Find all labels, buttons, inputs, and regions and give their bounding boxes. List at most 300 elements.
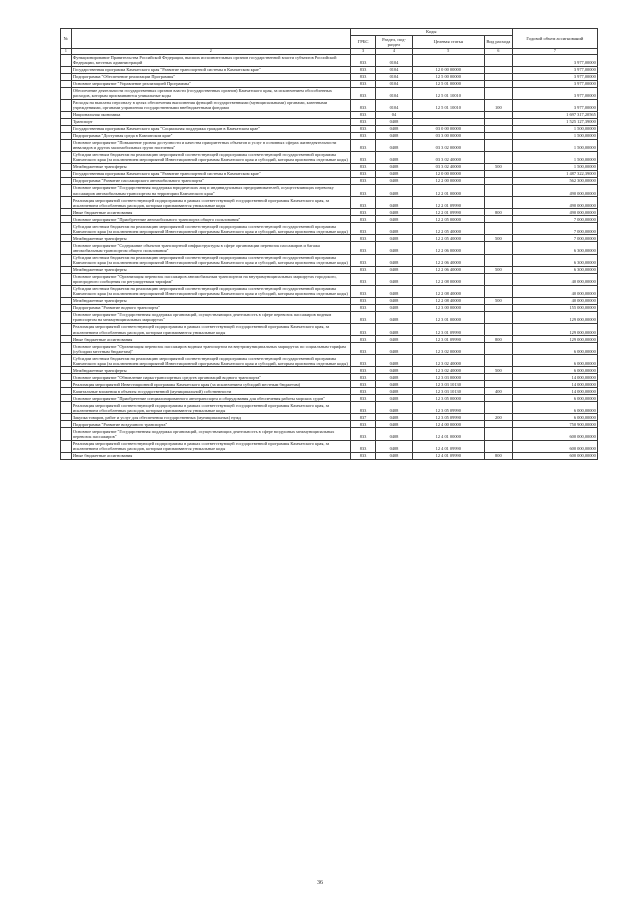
row-sum: 600 000,00000 [512,440,597,452]
row-grbs: 833 [350,151,376,163]
table-row [61,414,598,421]
row-cs: 12 5 01 10010 [412,87,484,99]
row-sum: 14 000,00000 [512,381,597,388]
row-cs: 12 0 00 00000 [412,66,484,73]
row-cs [412,54,484,66]
row-cs: 12 3 05 00000 [412,395,484,402]
row-razd: 0408 [376,139,412,151]
row-no [61,336,72,343]
index-cell: 4 [376,48,412,54]
row-sum: 6 300,00000 [512,254,597,266]
row-sum: 40 000,00000 [512,273,597,285]
table-row [61,111,598,118]
row-razd: 0408 [376,381,412,388]
row-name: Функционирование Правительства Российской Федерации, высших исполнительных органов государственной власти субъектов Российской Федерации, местных администраций [71,54,350,66]
header-vr: Вид расхода [485,36,513,49]
table-row [61,73,598,80]
row-vr [485,343,513,355]
row-name: Основное мероприятие "Организация перевозок пассажиров автомобильным транспортом на внутримуниципальных маршрутах городского, пригородного сообщения по регулируемым тарифам" [71,273,350,285]
table-row [61,54,598,66]
table-row [61,266,598,273]
row-grbs: 833 [350,285,376,297]
row-cs: 12 3 05 09990 [412,414,484,421]
row-name: Закупка товаров, работ и услуг для обеспечения государственных (муниципальных) нужд [71,414,350,421]
row-cs: 12 2 00 00000 [412,178,484,185]
row-vr [485,381,513,388]
row-name: Основное мероприятие "Содержание объектов транспортной инфраструктуры в сфере организации перевозок пассажиров и багажа автомобильным транспортом общего пользования" [71,242,350,254]
table-row [61,242,598,254]
row-cs: 12 2 01 09990 [412,209,484,216]
row-sum: 6 000,00000 [512,367,597,374]
row-no [61,54,72,66]
row-grbs: 833 [350,452,376,459]
row-razd: 0408 [376,452,412,459]
row-grbs: 833 [350,428,376,440]
row-name: Транспорт [71,118,350,125]
row-cs: 12 2 05 40000 [412,235,484,242]
row-razd: 04 [376,111,412,118]
row-razd: 0408 [376,285,412,297]
row-no [61,209,72,216]
row-razd: 0408 [376,336,412,343]
table-row [61,223,598,235]
row-no [61,414,72,421]
row-no [61,99,72,111]
row-razd: 0408 [376,395,412,402]
row-razd: 0408 [376,388,412,395]
row-cs: 12 5 01 10010 [412,99,484,111]
row-no [61,452,72,459]
row-no [61,216,72,223]
row-cs: 12 4 01 09990 [412,440,484,452]
row-razd: 0408 [376,311,412,323]
row-vr [485,324,513,336]
row-vr [485,311,513,323]
row-grbs: 833 [350,209,376,216]
row-name: Подпрограмма "Доступная среда в Камчатском крае" [71,132,350,139]
row-razd: 0408 [376,216,412,223]
row-vr: 800 [485,209,513,216]
row-razd: 0408 [376,118,412,125]
index-cell: 1 [61,48,72,54]
row-vr [485,223,513,235]
table-row [61,388,598,395]
table-row [61,216,598,223]
header-cs: Целевая статья [412,36,484,49]
row-cs: 12 3 01 09990 [412,324,484,336]
row-razd: 0408 [376,297,412,304]
row-grbs: 833 [350,242,376,254]
row-name: Основное мероприятие "Обновление парка транспортных средств организаций водного транспорта" [71,374,350,381]
index-cell: 2 [71,48,350,54]
row-cs: 03 3 00 00000 [412,132,484,139]
row-no [61,164,72,171]
row-vr [485,111,513,118]
row-vr [485,374,513,381]
row-cs: 03 0 00 00000 [412,125,484,132]
row-grbs: 833 [350,336,376,343]
row-no [61,254,72,266]
row-cs: 12 2 05 00000 [412,216,484,223]
table-row [61,151,598,163]
row-name: Межбюджетные трансферты [71,235,350,242]
row-razd: 0408 [376,374,412,381]
row-name: Межбюджетные трансферты [71,367,350,374]
table-row [61,254,598,266]
table-row [61,452,598,459]
row-name: Реализация мероприятий соответствующей подпрограммы в рамках соответствующей государственной программы Камчатского края, за исключением обособленных расходов, которым присваиваются уникальные коды [71,440,350,452]
row-sum: 562 300,00000 [512,178,597,185]
row-no [61,178,72,185]
table-row [61,209,598,216]
table-row [61,273,598,285]
row-vr: 100 [485,99,513,111]
row-vr [485,216,513,223]
row-grbs: 833 [350,197,376,209]
row-vr [485,197,513,209]
row-name: Подпрограмма "Развитие водного транспорта" [71,304,350,311]
row-cs: 12 4 01 09990 [412,452,484,459]
row-cs: 12 3 02 40000 [412,367,484,374]
row-name: Межбюджетные трансферты [71,297,350,304]
row-grbs: 833 [350,402,376,414]
row-cs: 12 3 02 00000 [412,343,484,355]
table-row [61,343,598,355]
row-name: Основное мероприятие "Повышение уровня доступности и качества приоритетных объектов и услуг в основных сферах жизнедеятельности инвалидов и других маломобильных групп населения" [71,139,350,151]
header-no: № [61,29,72,49]
row-sum: 7 000,00000 [512,223,597,235]
row-cs: 12 3 00 00000 [412,304,484,311]
row-vr [485,66,513,73]
index-cell: 7 [512,48,597,54]
row-grbs: 833 [350,164,376,171]
row-sum: 490 000,00000 [512,209,597,216]
row-sum: 750 900,00000 [512,421,597,428]
row-name: Межбюджетные трансферты [71,266,350,273]
row-grbs: 833 [350,388,376,395]
row-no [61,132,72,139]
row-name: Субсидии местным бюджетам на реализацию мероприятий соответствующей подпрограммы соответствующей государственной программы Камчатского края (за исключением мероприятий Инвестиционной программы Камчатского края и субсидий, которым присвоены отдельные коды) [71,223,350,235]
row-cs: 12 3 01 09990 [412,336,484,343]
row-razd: 0408 [376,343,412,355]
row-sum: 6 000,00000 [512,414,597,421]
row-grbs: 833 [350,178,376,185]
table-row [61,285,598,297]
row-razd: 0408 [376,428,412,440]
row-no [61,151,72,163]
table-row [61,118,598,125]
row-name: Реализация мероприятий соответствующей подпрограммы в рамках соответствующей государственной программы Камчатского края, за исключением обособленных расходов, которым присваиваются уникальные коды [71,402,350,414]
row-name: Иные бюджетные ассигнования [71,209,350,216]
row-razd: 0408 [376,254,412,266]
row-cs: 12 4 01 00000 [412,428,484,440]
table-row [61,395,598,402]
budget-table [60,28,598,460]
row-grbs: 833 [350,355,376,367]
row-grbs: 833 [350,273,376,285]
row-name: Субсидии местным бюджетам на реализацию мероприятий соответствующей подпрограммы соответствующей государственной программы Камчатского края (за исключением мероприятий Инвестиционной программы Камчатского края и субсидий, которым присвоены отдельные коды) [71,254,350,266]
row-sum: 3 977,00000 [512,54,597,66]
row-vr [485,273,513,285]
row-razd: 0408 [376,178,412,185]
table-row [61,178,598,185]
row-name: Реализация мероприятий соответствующей подпрограммы в рамках соответствующей государственной программы Камчатского края, за исключением обособленных расходов, которым присваиваются уникальные коды [71,197,350,209]
row-sum: 3 977,00000 [512,87,597,99]
row-cs: 12 2 08 00000 [412,273,484,285]
row-name: Реализация мероприятий соответствующей подпрограммы в рамках соответствующей государственной программы Камчатского края, за исключением обособленных расходов, которым присваиваются уникальные коды [71,324,350,336]
row-grbs: 833 [350,99,376,111]
row-grbs: 833 [350,254,376,266]
row-razd: 0104 [376,87,412,99]
row-cs: 12 4 00 00000 [412,421,484,428]
row-vr: 500 [485,297,513,304]
row-no [61,324,72,336]
table-row [61,99,598,111]
row-sum: 1 525 127,39000 [512,118,597,125]
row-name: Расходы на выплаты персоналу в целях обеспечения выполнения функций государственными (муниципальными) органами, казенными учреждениями, органами управления государственными внебюджетными фондами [71,99,350,111]
table-row [61,197,598,209]
row-grbs: 833 [350,440,376,452]
row-no [61,118,72,125]
row-grbs: 833 [350,139,376,151]
row-grbs: 833 [350,343,376,355]
page-number: 36 [317,880,323,886]
table-row [61,235,598,242]
row-name: Субсидии местным бюджетам на реализацию мероприятий соответствующей подпрограммы соответствующей государственной программы Камчатского края (за исключением мероприятий Инвестиционной программы Камчатского края и субсидий, которым присвоены отдельные коды) [71,355,350,367]
row-sum: 1 500,00000 [512,132,597,139]
table-body [61,54,598,459]
row-name: Подпрограмма "Развитие пассажирского автомобильного транспорта" [71,178,350,185]
row-sum: 129 000,00000 [512,324,597,336]
row-razd: 0104 [376,80,412,87]
row-vr [485,395,513,402]
row-grbs: 833 [350,235,376,242]
row-grbs: 833 [350,223,376,235]
row-cs: 12 5 00 00000 [412,73,484,80]
row-no [61,311,72,323]
table-row [61,184,598,196]
row-cs: 12 3 03 10130 [412,381,484,388]
row-no [61,374,72,381]
row-razd: 0408 [376,440,412,452]
row-no [61,73,72,80]
row-no [61,111,72,118]
row-grbs: 833 [350,216,376,223]
row-vr [485,440,513,452]
table-row [61,367,598,374]
row-sum: 1 500,00000 [512,125,597,132]
row-name: Подпрограмма "Развитие воздушного транспорта" [71,421,350,428]
row-grbs: 833 [350,66,376,73]
row-cs: 12 2 01 09990 [412,197,484,209]
row-razd: 0104 [376,54,412,66]
row-sum: 490 000,00000 [512,184,597,196]
table-row [61,139,598,151]
row-razd: 0408 [376,304,412,311]
row-razd: 0408 [376,164,412,171]
row-cs: 03 3 02 40000 [412,151,484,163]
row-no [61,421,72,428]
row-razd: 0408 [376,421,412,428]
row-grbs: 833 [350,184,376,196]
row-vr [485,402,513,414]
row-name: Основное мероприятие "Государственная поддержка организаций, осуществляющих деятельность в сфере перевозок пассажиров водным транспортом на межмуниципальных маршрутах" [71,311,350,323]
table-header-row [61,29,598,36]
index-cell: 3 [350,48,376,54]
row-no [61,139,72,151]
row-grbs: 833 [350,266,376,273]
row-vr [485,254,513,266]
row-sum: 6 000,00000 [512,402,597,414]
row-cs: 12 3 01 00000 [412,311,484,323]
row-cs: 03 3 02 40000 [412,164,484,171]
row-vr [485,421,513,428]
row-grbs: 833 [350,381,376,388]
row-no [61,297,72,304]
row-sum: 1 500,00000 [512,139,597,151]
index-cell: 6 [485,48,513,54]
row-vr [485,54,513,66]
row-cs: 12 2 06 40000 [412,266,484,273]
row-razd: 0408 [376,223,412,235]
row-vr [485,178,513,185]
row-vr: 500 [485,235,513,242]
row-sum: 600 000,00000 [512,428,597,440]
row-vr: 500 [485,164,513,171]
row-vr: 400 [485,388,513,395]
row-name: Межбюджетные трансферты [71,164,350,171]
row-no [61,266,72,273]
row-no [61,343,72,355]
row-name: Основное мероприятие "Управление реализацией Программы" [71,80,350,87]
row-no [61,125,72,132]
row-name: Национальная экономика [71,111,350,118]
row-grbs: 833 [350,87,376,99]
row-sum: 600 000,00000 [512,452,597,459]
row-sum: 6 000,00000 [512,343,597,355]
header-name [71,29,350,49]
table-row [61,324,598,336]
row-no [61,66,72,73]
row-vr [485,118,513,125]
row-sum: 6 300,00000 [512,242,597,254]
table-row [61,421,598,428]
row-razd: 0408 [376,235,412,242]
row-name: Реализация мероприятий Инвестиционной программы Камчатского края (за исключением субсидий местным бюджетам) [71,381,350,388]
row-razd: 0408 [376,132,412,139]
row-grbs: 833 [350,111,376,118]
row-sum: 7 000,00000 [512,216,597,223]
table-row [61,132,598,139]
table-row [61,304,598,311]
table-row [61,171,598,178]
table-row [61,80,598,87]
row-razd: 0408 [376,209,412,216]
table-row [61,311,598,323]
row-no [61,171,72,178]
row-vr: 500 [485,266,513,273]
row-sum: 1 487 322,39000 [512,171,597,178]
row-grbs: 833 [350,54,376,66]
row-name: Основное мероприятие "Организация перевозок пассажиров водным транспортом на внутримуниципальных маршрутах по социальным тарифам (субсидии местным бюджетам)" [71,343,350,355]
row-sum: 6 000,00000 [512,355,597,367]
row-cs: 12 2 06 40000 [412,254,484,266]
row-name: Основное мероприятие "Приобретение специализированного автотранспорта и оборудования для обеспечения работы морских судов" [71,395,350,402]
row-razd: 0408 [376,273,412,285]
row-name: Государственная программа Камчатского края "Развитие транспортной системы в Камчатском крае" [71,66,350,73]
row-cs: 12 2 06 00000 [412,242,484,254]
row-vr [485,80,513,87]
row-cs: 12 2 08 40000 [412,285,484,297]
row-cs: 12 0 00 00000 [412,171,484,178]
row-sum: 3 977,00000 [512,80,597,87]
row-sum: 490 000,00000 [512,197,597,209]
row-razd: 0408 [376,171,412,178]
table-row [61,381,598,388]
table-row [61,402,598,414]
table-row [61,374,598,381]
table-row [61,66,598,73]
row-cs: 12 3 05 09990 [412,402,484,414]
row-no [61,367,72,374]
row-no [61,428,72,440]
row-no [61,285,72,297]
row-grbs: 833 [350,132,376,139]
row-name: Субсидии местным бюджетам на реализацию мероприятий соответствующей подпрограммы соответствующей государственной программы Камчатского края (за исключением мероприятий Инвестиционной программы Камчатского края и субсидий, которым присвоены отдельные коды) [71,151,350,163]
row-vr [485,87,513,99]
row-no [61,355,72,367]
row-no [61,223,72,235]
row-sum: 129 000,00000 [512,311,597,323]
row-razd: 0408 [376,197,412,209]
row-grbs: 833 [350,311,376,323]
row-no [61,184,72,196]
row-name: Основное мероприятие "Государственная поддержка организаций, осуществляющих деятельность в сфере воздушных межмуниципальных перевозок пассажиров" [71,428,350,440]
row-name: Подпрограмма "Обеспечение реализации Программы" [71,73,350,80]
row-grbs: 833 [350,297,376,304]
row-razd: 0408 [376,402,412,414]
row-sum: 7 000,00000 [512,235,597,242]
row-vr [485,285,513,297]
row-grbs: 833 [350,125,376,132]
row-razd: 0408 [376,125,412,132]
row-vr: 800 [485,336,513,343]
row-name: Иные бюджетные ассигнования [71,336,350,343]
row-name: Капитальные вложения в объекты государственной (муниципальной) собственности [71,388,350,395]
header-sum: Годовой объем ассигнований [512,29,597,49]
table-row [61,125,598,132]
row-grbs: 833 [350,374,376,381]
row-grbs: 833 [350,73,376,80]
row-grbs: 833 [350,421,376,428]
row-no [61,388,72,395]
row-vr [485,73,513,80]
table-row [61,428,598,440]
row-sum: 3 977,00000 [512,99,597,111]
row-name: Основное мероприятие "Приобретение автомобильного транспорта общего пользования" [71,216,350,223]
row-cs: 12 3 03 10130 [412,388,484,395]
row-cs: 12 2 01 00000 [412,184,484,196]
row-sum: 40 000,00000 [512,285,597,297]
row-grbs: 837 [350,414,376,421]
row-sum: 3 977,00000 [512,66,597,73]
row-razd: 0408 [376,242,412,254]
table-row [61,355,598,367]
row-cs: 12 2 05 40000 [412,223,484,235]
row-vr: 800 [485,452,513,459]
row-cs: 12 2 08 40000 [412,297,484,304]
row-razd: 0408 [376,414,412,421]
